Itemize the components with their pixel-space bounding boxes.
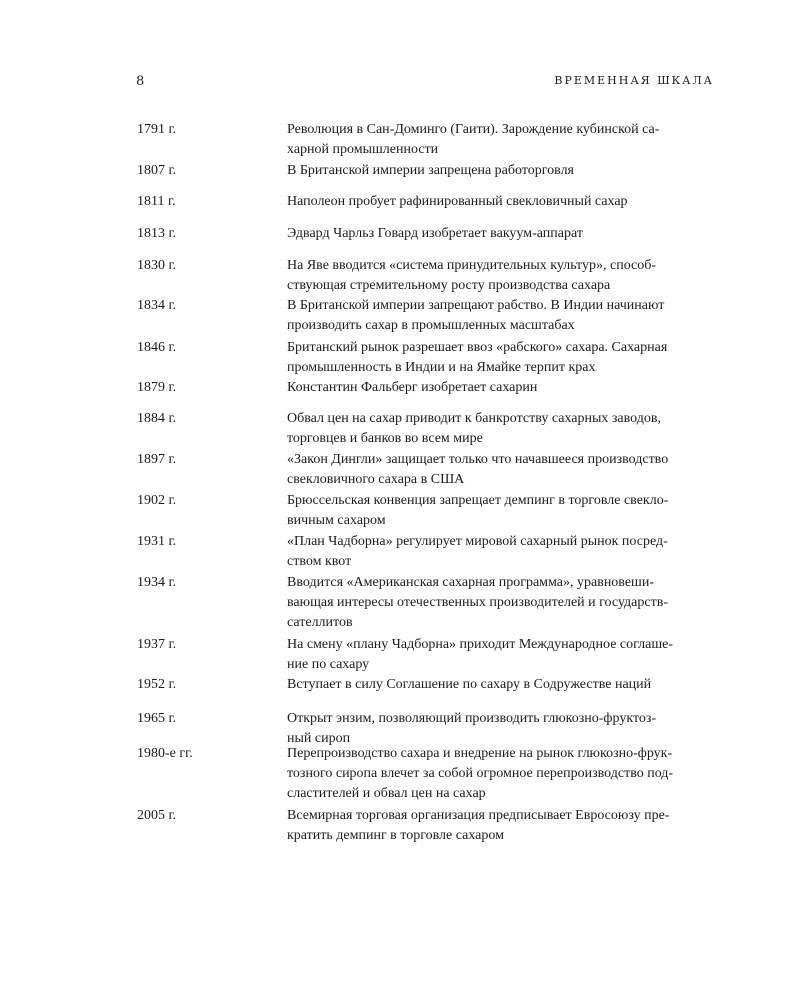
entry-date: 1830 г.: [137, 258, 177, 273]
entry-text: На смену «плану Чадборна» приходит Международное соглаше- ние по сахару: [287, 637, 674, 672]
entry-date: 1980-е гг.: [137, 746, 193, 761]
entry-text: На Яве вводится «система принудительных культур», способ- ствующая стремительному росту производства сахара: [287, 258, 657, 293]
entry-text: Британский рынок разрешает ввоз «рабского» сахара. Сахарная промышленность в Индии и на Ямайке терпит крах: [287, 340, 668, 375]
entry-date: 1965 г.: [137, 711, 177, 726]
entry-text: Константин Фальберг изобретает сахарин: [287, 380, 538, 395]
entry-date: 1834 г.: [137, 298, 177, 313]
entry-text: В Британской империи запрещена работорговля: [287, 163, 574, 178]
entry-text: В Британской империи запрещают рабство. В Индии начинают производить сахар в промышленных масштабах: [287, 298, 665, 333]
entry-date: 1811 г.: [137, 194, 176, 209]
entry-date: 1879 г.: [137, 380, 177, 395]
page-header: [136, 74, 714, 94]
entry-text: Брюссельская конвенция запрещает демпинг в торговле свекло- вичным сахаром: [287, 493, 669, 528]
entry-date: 1902 г.: [137, 493, 177, 508]
entry-date: 1897 г.: [137, 452, 177, 467]
entry-text: Эдвард Чарльз Говард изобретает вакуум-аппарат: [287, 226, 583, 241]
entry-date: 1791 г.: [137, 122, 177, 137]
entry-date: 1846 г.: [137, 340, 177, 355]
entry-date: 1931 г.: [137, 534, 177, 549]
entry-text: Обвал цен на сахар приводит к банкротству сахарных заводов, торговцев и банков во всем мире: [287, 411, 661, 446]
entry-date: 1934 г.: [137, 575, 177, 590]
entry-date: 2005 г.: [137, 808, 177, 823]
running-head: ВРЕМЕННАЯ ШКАЛА: [554, 74, 714, 87]
entry-text: Всемирная торговая организация предписывает Евросоюзу пре- кратить демпинг в торговле сахаром: [287, 808, 670, 843]
entry-date: 1937 г.: [137, 637, 177, 652]
entry-text: «Закон Дингли» защищает только что начавшееся производство свекловичного сахара в США: [287, 452, 669, 487]
entry-text: Перепроизводство сахара и внедрение на рынок глюкозно-фрук- тозного сиропа влечет за собой огромное перепроизводство под- сластителей и обвал цен на сахар: [287, 746, 674, 801]
entry-text: Вступает в силу Соглашение по сахару в Содружестве наций: [287, 677, 652, 692]
entry-text: «План Чадборна» регулирует мировой сахарный рынок посред- ством квот: [287, 534, 668, 569]
entry-date: 1807 г.: [137, 163, 177, 178]
entry-text: Вводится «Американская сахарная программа», уравновеши- вающая интересы отечественных производителей и государств- сателлитов: [287, 575, 668, 630]
entry-text: Наполеон пробует рафинированный свекловичный сахар: [287, 194, 628, 209]
entry-date: 1952 г.: [137, 677, 177, 692]
entry-text: Революция в Сан-Доминго (Гаити). Зарождение кубинской са- харной промышленности: [287, 122, 660, 157]
entry-date: 1813 г.: [137, 226, 177, 241]
page-number: 8: [136, 74, 145, 89]
entry-date: 1884 г.: [137, 411, 177, 426]
entry-text: Открыт энзим, позволяющий производить глюкозно-фруктоз- ный сироп: [287, 711, 657, 746]
